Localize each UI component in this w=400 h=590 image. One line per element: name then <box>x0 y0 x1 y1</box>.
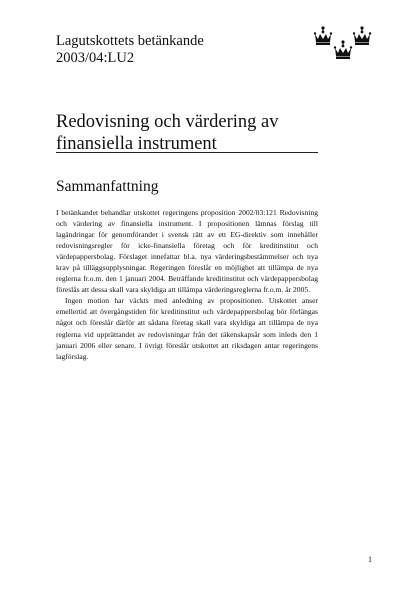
document-title: Redovisning och värdering av finansiella instrument <box>56 112 279 154</box>
three-crowns-icon <box>314 26 372 60</box>
committee-name: Lagutskottets betänkande <box>56 33 204 49</box>
summary-heading: Sammanfattning <box>56 178 159 195</box>
title-divider <box>56 152 318 153</box>
summary-body <box>56 207 318 362</box>
summary-paragraph-1: I betänkandet behandlar utskottet regeringens proposition 2002/03:121 Redovisning och värdering av finansiella instrument. I propositionen lämnas förslag till lagändringar för genomförandet i svensk rätt av ett EG-direktiv som innehåller redovisningsregler för icke-finansiella företag och för kreditinstitut och värdepappersbolag. Förslaget innefattar bl.a. nya värderingsbestämmelser och nya krav på tilläggsupplysningar. Regeringen föreslår en möjlighet att tillämpa de nya reglerna fr.o.m. den 1 januari 2004. Beträffande kreditinstitut och värdepappersbolag föreslås att dessa skall vara skyldiga att tillämpa värderingsreglerna fr.o.m. år 2005. <box>56 208 318 295</box>
report-number: 2003/04:LU2 <box>56 50 135 66</box>
page-number: 1 <box>368 555 372 564</box>
summary-paragraph-2: Ingen motion har väckts med anledning av propositionen. Utskottet anser emellertid att övergångstiden för kreditinstitut och värdepappersbolag bör förlängas något och föreslår därför att sådana företag skall vara skyldiga att tillämpa de nya reglerna vid upprättandet av redovisningar från det räkenskapsår som inleds den 1 januari 2006 eller senare. I övrigt föreslår utskottet att riksdagen antar regeringens lagförslag. <box>56 296 318 361</box>
